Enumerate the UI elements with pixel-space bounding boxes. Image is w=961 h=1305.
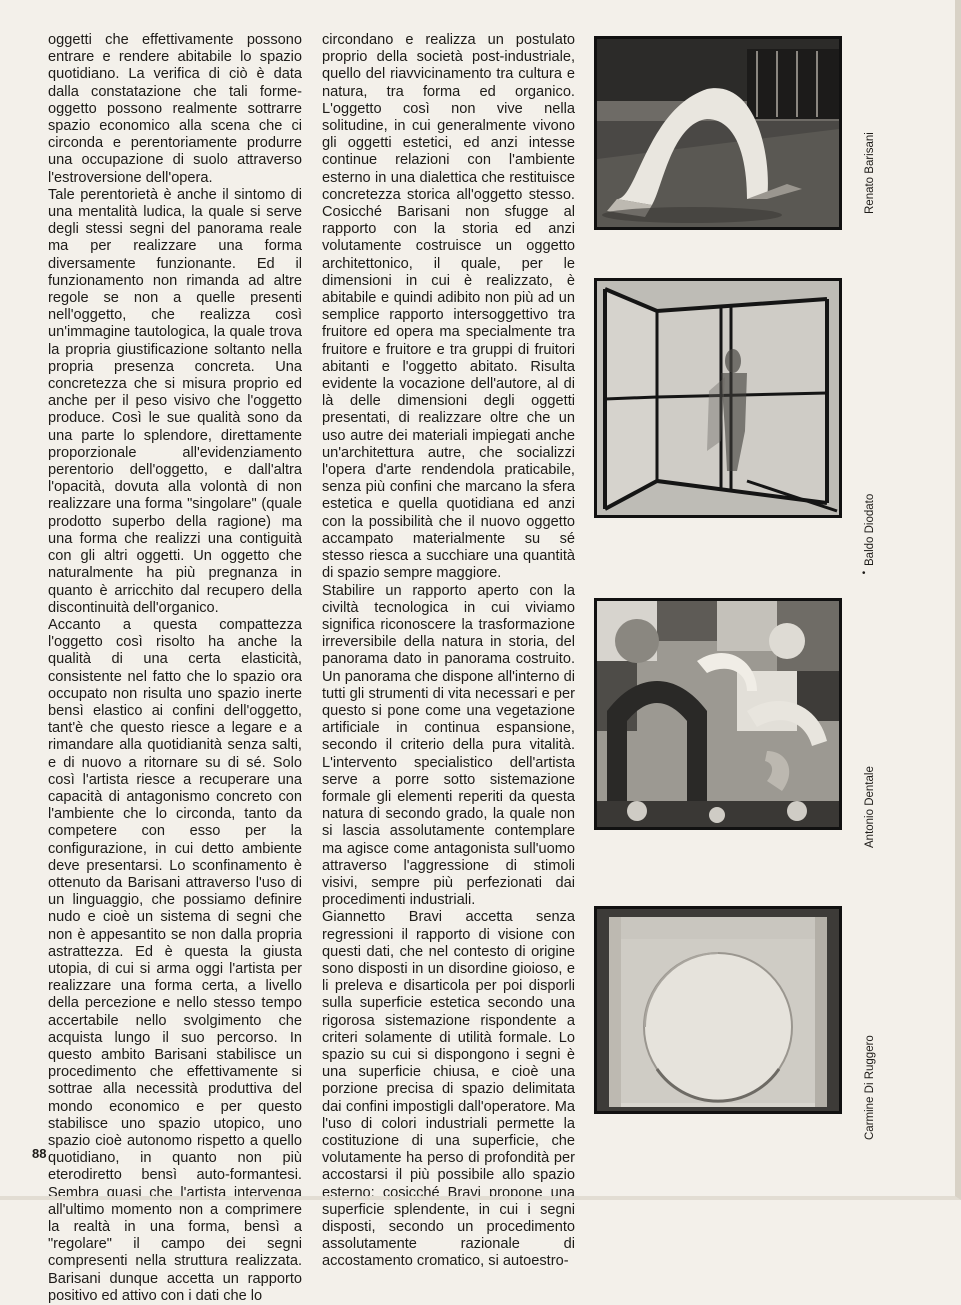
caption-baldo-diodato: Baldo Diodato [864,493,876,566]
photo-glass-cube [594,278,842,518]
abstract-painting-image [597,601,839,827]
glass-cube-image [597,281,839,515]
paragraph: Stabilire un rapporto aperto con la civiltà tecnologica in cui viviamo significa riconoscere la trasformazione irreversibile della natura in storia, del panorama dato in panorama costruito. Un panorama che dispone all'interno di tutti gli strumenti di vita necessari e per questo si pone come una vegetazione artificiale in continua espansione, secondo il criterio della pura vitalità. L'intervento specialistico dell'artista serve a porre sotto sistemazione formale gli elementi reperiti da questa natura di secondo grado, la quale non si lascia assolutamente contemplare ma agisce come antagonista sull'uomo attraverso l'aggressione di stimoli visivi, sempre più perfezionati dai procedimenti industriali. [322,582,575,909]
text-column-2 [322,32,575,1270]
page-number: 88 [32,1146,47,1161]
paragraph: Accanto a questa compattezza l'oggetto così risolto ha anche la qualità di una certa elasticità, consistente nel fatto che lo spazio ora occupato non risulta uno spazio inerte bensì elastico ai confini dell'oggetto, tant'è che questo riesce a legare e a rimandare alla quotidianità senza salti, e di nuovo a ritornare su di sé. Solo così l'artista riesce a recuperare una capacità di antagonismo concreto con l'ambiente che lo circonda, tanto da competere con esso per la configurazione, in cui detto ambiente deve presentarsi. Lo sconfinamento è ottenuto da Barisani attraverso l'uso di un linguaggio, che possiamo definire nudo e cioè un sistema di segni che non è appesantito se non dalla propria astrattezza. Ed è questa la giusta utopia, di cui si arma oggi l'artista per realizzare una forma certa, a livello della percezione e nello stesso tempo accertabile nello svolgimento che acquista lungo il suo percorso. In questo ambito Barisani stabilisce un procedimento che effettivamente si sottrae alla necessità produttiva del mondo economico e per questo stabilisce uno spazio utopico, uno spazio cioè autonomo rispetto a quello quotidiano, in quanto non più eterodiretto bensì auto-formantesi. Sembra quasi che l'artista intervenga all'ultimo momento non a comprimere la realtà in una forma, bensì a "regolare" il campo dei segni compresenti nella struttura realizzata. Barisani dunque accetta un rapporto positivo ed attivo con i dati che lo [48,616,302,1304]
photo-arch-sculpture [594,36,842,230]
paragraph: circondano e realizza un postulato proprio della società post-industriale, quello del riavvicinamento tra cultura e natura, tra forma ed organico. L'oggetto così non vive nella solitudine, in cui generalmente vivono gli oggetti estetici, ed anzi intesse continue relazioni con l'ambiente esterno in una dialettica che restituisce concretezza storica all'oggetto stesso. Cosicché Barisani non sfugge al rapporto con la storia ed anzi volutamente costruisce un oggetto architettonico, il quale, per le dimensioni in cui è realizzato, è abitabile e quindi adibito non più ad un semplice rapporto intersoggettivo tra fruitore ed opera ma specialmente tra fruitore e fruitore e tra gruppi di fruitori abitanti e l'oggetto abitato. Risulta evidente la vocazione dell'autore, al di là delle dimensioni degli oggetti presentati, di realizzare oltre che un uso autre dei materiali impiegati anche un'architettura autre, che socializzi l'opera d'arte rendendola praticabile, senza più confini che marcano la sfera estetica e quella quotidiana ed anzi con la possibilità che il nuovo oggetto accampato materialmente su sé stesso riesca a succhiare una quantità di spazio sempre maggiore. [322,32,575,582]
paragraph: Giannetto Bravi accetta senza regressioni il rapporto di visione con questi dati, che nel contesto di origine sono disposti in un disordine gioioso, e li preleva e disarticola per poi disporli sulla superficie estetica secondo una rigorosa sistemazione rispondente a criteri solamente di utilità formale. Lo spazio su cui si dispongono i segni è una superficie chiusa, e cioè una porzione precisa di spazio delimitata dai confini impostigli dall'operatore. Ma l'uso di colori industriali permette la costituzione di una superficie, che volutamente ha perso di profondità per accostarsi il più possibile allo spazio esterno; cosicché Bravi propone una superficie splendente, in cui i segni disposti, secondo un procedimento assolutamente razionale di accostamento cromatico, si autoestro- [322,909,575,1270]
circle-relief-image [597,909,839,1111]
photo-circle-relief [594,906,842,1114]
paragraph: Tale perentorietà è anche il sintomo di una mentalità ludica, la quale si serve degli stessi segni del panorama reale ma per realizzare una forma diversamente funzionante. Ed il funzionamento non rimanda ad altre regole se non a quelle presenti nell'oggetto, che realizza così un'immagine tautologica, la quale trova la propria giustificazione soltanto nella propria presenza concreta. Una concretezza che si misura proprio ed anche per il peso visivo che l'oggetto produce. Così le sue qualità sono da una parte lo splendore, direttamente proporzionale all'evidenziamento perentorio dell'oggetto, e dall'altra l'opacità, dovuta alla volontà di non realizzare una forma "singolare" (quale prodotto superbo della ragione) ma una forma che realizzi una contiguità con gli altri oggetti. Un oggetto che naturalmente ha più pregnanza in quanto è arricchito dal recupero della discontinuità dell'organico. [48,186,302,616]
paragraph: oggetti che effettivamente possono entrare e rendere abitabile lo spazio quotidiano. La verifica di ciò è data dalla constatazione che tali forme-oggetto possono realmente sottrarre spazio economico alla scena che ci circonda e perentoriamente produrre una occupazione di suolo attraverso l'estroversione dell'opera. [48,32,302,186]
text-column-1 [48,32,302,1304]
arch-sculpture-image [597,39,839,227]
caption-carmine-di-ruggero: Carmine Di Ruggero [864,1035,876,1140]
caption-renato-barisani: Renato Barisani [864,132,876,214]
photo-abstract-painting [594,598,842,830]
caption-antonio-dentale: Antonio Dentale [864,766,876,848]
print-speck: • [862,568,866,579]
